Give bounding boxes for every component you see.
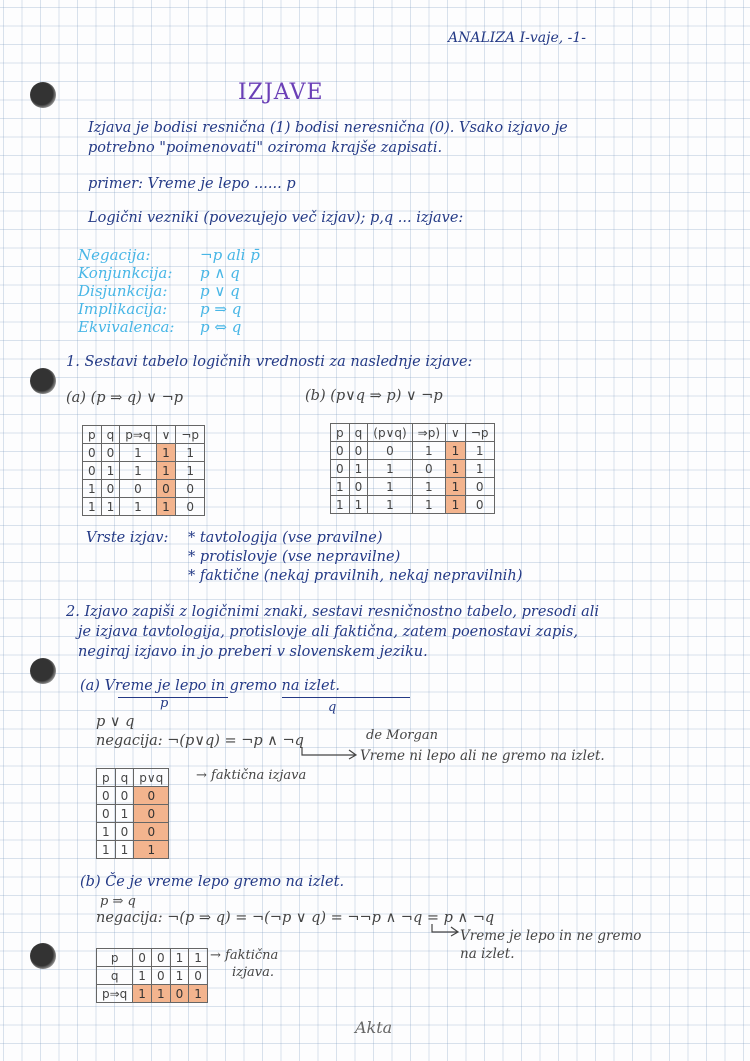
connective-symbol: p ⇒ q [200,300,242,318]
task2-b-formula: p ⇒ q [100,894,136,909]
table-cell: 1 [368,496,412,514]
task1-a-label: (a) (p ⇒ q) ∨ ¬p [66,390,184,406]
punch-hole [30,82,56,108]
table-cell: 0 [115,823,134,841]
highlighted-cell: 1 [446,460,466,478]
connective-name: Ekvivalenca: [78,318,175,336]
de-morgan-label: de Morgan [366,728,438,743]
table-cell: 0 [101,480,120,498]
task2-b-reading: Vreme je lepo in ne gremo [460,928,642,944]
table-cell: p [97,769,116,787]
table-row [83,444,205,462]
table-cell: 0 [349,478,368,496]
table-cell: 1 [331,478,350,496]
table-row [97,787,169,805]
table-cell: 1 [349,496,368,514]
connective-symbol: p ∧ q [200,264,240,282]
task2-a-negation: negacija: ¬(p∨q) = ¬p ∧ ¬q [96,733,304,749]
table-cell: 0 [465,478,494,496]
table-cell: 1 [120,444,156,462]
type-item: * tavtologija (vse pravilne) [188,530,383,546]
table-cell: 1 [368,460,412,478]
task2-a-sentence: (a) Vreme je lepo in gremo na izlet. [80,678,341,694]
types-intro: Vrste izjav: [86,530,169,546]
task2-b-result: izjava. [232,965,275,980]
arrow-icon [430,924,462,938]
table-cell: p [83,426,102,444]
task1-b-label: (b) (p∨q ⇒ p) ∨ ¬p [305,388,443,404]
table-cell: 0 [83,444,102,462]
highlighted-cell: 0 [170,985,189,1003]
truth-table-2b [96,948,208,1003]
table-cell: ∨ [156,426,176,444]
highlighted-cell: 1 [446,442,466,460]
table-row [97,805,169,823]
table-cell: q [349,424,368,442]
table-cell: 1 [368,478,412,496]
task2-b-reading: na izlet. [460,946,515,962]
table-cell: p [97,949,133,967]
table-cell: 1 [412,442,445,460]
table-row [97,841,169,859]
table-cell: 0 [349,442,368,460]
highlighted-cell: 1 [156,462,176,480]
table-cell: 1 [412,478,445,496]
table-cell: 1 [412,496,445,514]
table-row [97,967,208,985]
example-line: primer: Vreme je lepo ...... p [88,176,296,192]
table-header-row [331,424,495,442]
table-row [331,442,495,460]
task2-line-2: je izjava tavtologija, protislovje ali faktična, zatem poenostavi zapis, [78,624,578,640]
highlighted-cell: 1 [133,985,152,1003]
table-cell: 0 [151,949,170,967]
table-cell: 0 [176,498,205,516]
table-cell: 1 [97,823,116,841]
connective-name: Implikacija: [78,300,168,318]
p-mark: p [160,696,169,711]
punch-hole [30,943,56,969]
connective-name: Konjunkcija: [78,264,173,282]
table-row [97,949,208,967]
table-cell: 1 [115,805,134,823]
connectives-line: Logični vezniki (povezujejo več izjav); p,q ... izjave: [88,210,464,226]
table-cell: 0 [331,460,350,478]
table-cell: (p∨q) [368,424,412,442]
table-cell: ⇒p) [412,424,445,442]
table-cell: 0 [97,805,116,823]
type-item: * protislovje (vse nepravilne) [188,549,401,565]
arrow-icon [300,745,360,759]
connective-name: Disjunkcija: [78,282,168,300]
highlighted-cell: 1 [156,444,176,462]
table-cell: 1 [465,460,494,478]
table-cell: 0 [412,460,445,478]
task2-b-sentence: (b) Če je vreme lepo gremo na izlet. [80,874,345,890]
table-cell: 1 [101,462,120,480]
table-cell: p [331,424,350,442]
connective-symbol: p ⇔ q [200,318,242,336]
table-row [83,462,205,480]
task1-heading: 1. Sestavi tabelo logičnih vrednosti za naslednje izjave: [66,354,473,370]
truth-table-a [82,425,205,516]
table-cell: 0 [101,444,120,462]
table-cell: 1 [189,949,208,967]
table-row [331,460,495,478]
table-cell: 1 [101,498,120,516]
table-cell: 0 [368,442,412,460]
table-cell: 1 [83,480,102,498]
table-cell: 1 [170,967,189,985]
highlighted-cell: 1 [134,841,169,859]
page-header: ANALIZA I-vaje, -1- [448,30,586,46]
task2-line-1: 2. Izjavo zapiši z logičnimi znaki, sestavi resničnostno tabelo, presodi ali [66,604,600,620]
table-cell: q [97,967,133,985]
table-cell: 0 [189,967,208,985]
task2-b-result: → faktična [210,948,279,963]
table-row [97,823,169,841]
underline [282,697,410,698]
table-cell: 1 [176,444,205,462]
table-cell: ∨ [446,424,466,442]
table-cell: q [115,769,134,787]
table-cell: q [101,426,120,444]
table-cell: 0 [176,480,205,498]
intro-line-1: Izjava je bodisi resnična (1) bodisi neresnična (0). Vsako izjavo je [88,120,568,136]
table-cell: p⇒q [97,985,133,1003]
table-cell: 0 [120,480,156,498]
task2-line-3: negiraj izjavo in jo preberi v slovenskem jeziku. [78,644,428,660]
task2-b-negation: negacija: ¬(p ⇒ q) = ¬(¬p ∨ q) = ¬¬p ∧ ¬q = p ∧ ¬q [96,910,495,926]
truth-table-2a [96,768,169,859]
table-cell: 1 [97,841,116,859]
highlighted-cell: 1 [446,496,466,514]
table-cell: 1 [170,949,189,967]
connective-symbol: p ∨ q [200,282,240,300]
table-cell: 1 [83,498,102,516]
task2-a-reading: Vreme ni lepo ali ne gremo na izlet. [360,748,605,764]
table-row [331,496,495,514]
table-cell: 1 [331,496,350,514]
table-cell: 1 [120,462,156,480]
table-cell: 0 [97,787,116,805]
table-cell: 0 [465,496,494,514]
highlighted-cell: 0 [134,823,169,841]
connective-name: Negacija: [78,246,151,264]
highlighted-cell: 1 [189,985,208,1003]
highlighted-cell: 1 [151,985,170,1003]
highlighted-cell: 1 [446,478,466,496]
truth-table-b [330,423,495,514]
table-cell: 0 [83,462,102,480]
signature: Akta [355,1018,393,1037]
punch-hole [30,368,56,394]
table-row [83,480,205,498]
q-mark: q [328,700,337,715]
table-cell: ¬p [176,426,205,444]
table-cell: 1 [120,498,156,516]
table-cell: 1 [349,460,368,478]
table-cell: p∨q [134,769,169,787]
table-cell: 0 [115,787,134,805]
table-header-row [83,426,205,444]
connective-symbol: ¬p ali p̄ [200,246,260,264]
table-cell: 1 [115,841,134,859]
highlighted-cell: 0 [134,805,169,823]
type-item: * faktične (nekaj pravilnih, nekaj nepravilnih) [188,568,523,584]
highlighted-cell: 0 [156,480,176,498]
table-row [331,478,495,496]
table-cell: 0 [151,967,170,985]
highlighted-cell: 1 [156,498,176,516]
table-cell: 1 [176,462,205,480]
table-row [97,985,208,1003]
table-header-row [97,769,169,787]
table-cell: 1 [133,967,152,985]
table-row [83,498,205,516]
page-title: IZJAVE [238,80,324,105]
table-cell: ¬p [465,424,494,442]
table-cell: p⇒q [120,426,156,444]
highlighted-cell: 0 [134,787,169,805]
task2-a-result: → faktična izjava [196,768,307,783]
table-cell: 0 [331,442,350,460]
table-cell: 0 [133,949,152,967]
table-cell: 1 [465,442,494,460]
task2-a-formula: p ∨ q [96,714,135,730]
punch-hole [30,658,56,684]
underline [118,697,228,698]
intro-line-2: potrebno "poimenovati" oziroma krajše zapisati. [88,140,443,156]
